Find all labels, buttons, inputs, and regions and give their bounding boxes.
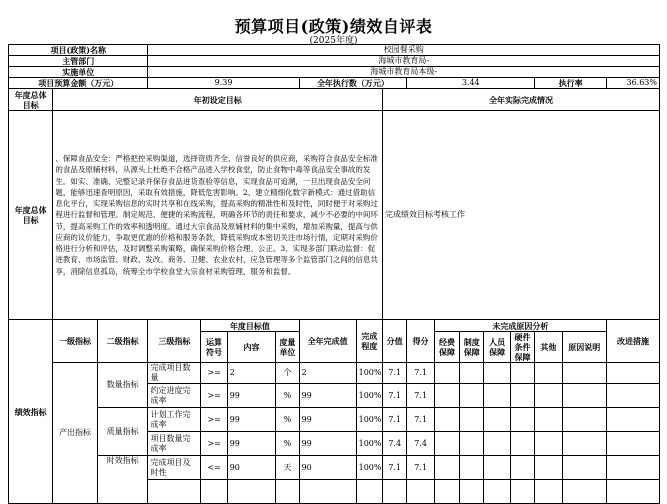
- perf-row-actual: 90: [299, 456, 356, 480]
- perf-h-r6: 原因说明: [562, 332, 606, 363]
- perf-h-got: 得分: [407, 320, 434, 363]
- perf-row-actual: 99: [299, 384, 356, 408]
- perf-row-content: 2: [227, 363, 276, 384]
- perf-row-content: 99: [227, 408, 276, 432]
- perf-h-r5: 其他: [535, 332, 562, 363]
- perf-row-name: 完成项目数量: [148, 363, 201, 384]
- perf-lvl1-output: 产出指标: [53, 363, 97, 504]
- perf-row-unit: %: [276, 432, 299, 456]
- perf-lvl2-qual: 质量指标: [97, 408, 148, 456]
- perf-row-unit: 天: [276, 456, 299, 480]
- perf-row-content: 99: [227, 432, 276, 456]
- evaluation-table: [8, 44, 660, 504]
- perf-row-degree: 100%: [356, 432, 382, 456]
- perf-row-unit: %: [276, 408, 299, 432]
- perf-h-score: 分值: [383, 320, 407, 363]
- dept-value: 海城市教育局-: [148, 56, 660, 67]
- rate-label: 执行率: [535, 78, 607, 89]
- perf-label: 绩效指标: [9, 320, 53, 504]
- perf-h-op: 运算符号: [201, 332, 227, 363]
- budget-label: 项目预算金额（万元）: [9, 78, 148, 89]
- perf-row-actual: 2: [299, 363, 356, 384]
- form-subtitle: (2025年度): [309, 36, 358, 46]
- perf-row-got: 7.1: [407, 363, 434, 384]
- project-name-value: 校园餐采购: [148, 45, 660, 56]
- goals-actual-text: 完成绩效目标考核工作: [383, 111, 660, 320]
- form-title: 预算项目(政策)绩效自评表: [234, 17, 433, 36]
- perf-h-r3: 人员保障: [484, 332, 510, 363]
- perf-row-actual: 99: [299, 408, 356, 432]
- perf-h-lvl1: 一级指标: [53, 320, 97, 363]
- perf-row-got: 7.1: [407, 408, 434, 432]
- perf-row-degree: 100%: [356, 363, 382, 384]
- perf-row-content: 99: [227, 384, 276, 408]
- perf-row-score: 7.1: [383, 384, 407, 408]
- perf-row-score: 7.1: [383, 456, 407, 480]
- perf-h-actual: 全年完成值: [299, 320, 356, 363]
- rate-value: 36.63%: [607, 78, 660, 89]
- perf-h-r4: 硬件条件保障: [510, 332, 534, 363]
- perf-row-op: >=: [201, 363, 227, 384]
- perf-row-op: >=: [201, 408, 227, 432]
- perf-lvl2-qty: 数量指标: [97, 363, 148, 408]
- perf-lvl2-time: 时效指标: [97, 456, 148, 504]
- exec-label: 全年执行数（万元）: [299, 78, 407, 89]
- perf-row-got: 7.1: [407, 384, 434, 408]
- perf-row-content: 90: [227, 456, 276, 480]
- perf-row-degree: 100%: [356, 408, 382, 432]
- perf-h-content: 内容: [227, 332, 276, 363]
- perf-row-name: 计划工作完成率: [148, 408, 201, 432]
- unit-label: 实施单位: [9, 67, 148, 78]
- perf-h-lvl2: 二级指标: [97, 320, 148, 363]
- perf-row-op: <=: [201, 456, 227, 480]
- perf-row-op: >=: [201, 432, 227, 456]
- perf-row-op: >=: [201, 384, 227, 408]
- perf-row-name: 完成项目及时性: [148, 456, 201, 480]
- perf-row-name: 约定进度完成率: [148, 384, 201, 408]
- perf-row-score: 7.1: [383, 363, 407, 384]
- dept-label: 主管部门: [9, 56, 148, 67]
- exec-value: 3.44: [407, 78, 535, 89]
- perf-row-unit: 个: [276, 363, 299, 384]
- perf-h-improve: 改进措施: [607, 320, 660, 363]
- goals-set-header: 年初设定目标: [53, 89, 383, 111]
- perf-h-r2: 制度保障: [460, 332, 484, 363]
- goals-header-label: 年度总体目标: [9, 89, 53, 111]
- perf-row-score: 7.4: [383, 432, 407, 456]
- perf-row-name: 项目数量完成率: [148, 432, 201, 456]
- perf-row-score: 7.1: [383, 408, 407, 432]
- unit-value: 海城市教育局本级-: [148, 67, 660, 78]
- perf-row-degree: 100%: [356, 456, 382, 480]
- perf-row-unit: %: [276, 384, 299, 408]
- perf-row-degree: 100%: [356, 384, 382, 408]
- goals-actual-header: 全年实际完成情况: [383, 89, 660, 111]
- perf-row-actual: 99: [299, 432, 356, 456]
- perf-h-annual: 年度目标值: [201, 320, 299, 332]
- budget-value: 9.39: [148, 78, 299, 89]
- perf-h-lvl3: 三级指标: [148, 320, 201, 363]
- perf-row-got: 7.4: [407, 432, 434, 456]
- perf-h-unit: 度量单位: [276, 332, 299, 363]
- perf-h-degree: 完成程度: [356, 320, 382, 363]
- perf-h-r1: 经费保障: [434, 332, 459, 363]
- perf-h-reason: 未完成原因分析: [434, 320, 606, 332]
- goals-set-text: 、保障食品安全：严格把控采购渠道，选择资质齐全、信誉良好的供应商，采购符合食品安全标准的食品及原辅材料，从源头上杜绝不合格产品进入学校食堂，防止食物中毒等食品安全事故的发生。如实、准确、完整记录并保存食品进货查验等信息，实现食品可追溯，一旦出现食品安全问题，能够迅速查明原因，采取有效措施，降低危害影响。2、建立精细化数字新模式：通过借助信息化平台，实现采购信息的实时共享和在线采购，提高采购的精准性和及时性，同时便于对采购过程进行监督和管理。制定规范、便捷的采购流程，明确各环节的责任和要求，减少不必要的中间环节，提高采购工作的效率和透明度。通过大宗食品及原辅材料的集中采购，增加采购量，提高与供应商的议价能力，争取更优惠的价格和服务条款，降低采购成本密切关注市场行情，定期对采购价格进行分析和评估，及时调整采购策略，确保采购价格合理、公正。3、实现多部门联动监督：促进教育、市场监管、财政、发改、商务、卫健、农业农村、应急管理等多个监管部门之间的信息共享，消除信息孤岛，统筹全市学校食堂大宗食材采购管理、服务和监督。: [53, 111, 383, 320]
- goals-row-label: 年度总体目标: [9, 111, 53, 320]
- perf-row-got: 7.1: [407, 456, 434, 480]
- project-name-label: 项目(政策)名称: [9, 45, 148, 56]
